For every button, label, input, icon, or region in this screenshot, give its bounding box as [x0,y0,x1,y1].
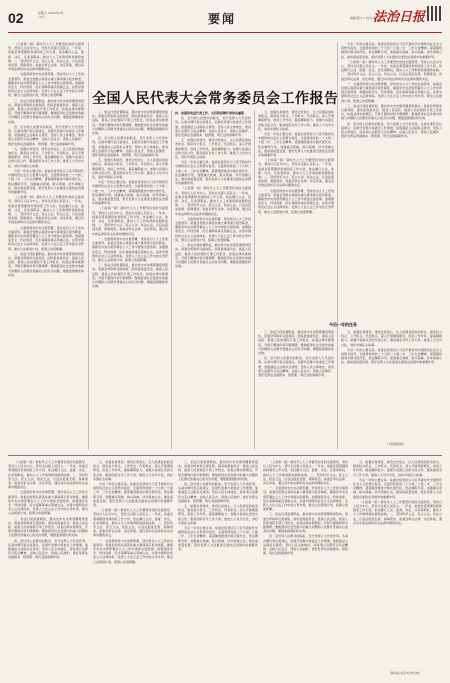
continuation-note: （下转第四版） [385,442,407,446]
column-text: 三、依法行使监督职权，推动党中央决策部署贯彻落实。常委会听取审议国务院、国家监察委员会、最高人民法院、最高人民检察院专项工作报告，检查法律实施情况，开展专题询问和专题调研。聚焦经济社会发展中的重大问题和人民群众普遍关心的突出问题，增强监督刚性和实效。 [8,251,84,277]
column-text: 四、密切同人民群众的联系，充分发挥人大代表作用。认真办理代表议案建议，拓展代表参与常委会工作渠道，加强基层立法联系点建设。坚持人民主体地位，使各项立法都符合宪法精神、反映人民意志、得到人民拥护，更好发挥法治固根本、稳预期、利长远的保障作用。 [263,534,348,556]
lower-column-5 [353,460,442,665]
column-text: 三、依法行使监督职权，推动党中央决策部署贯彻落实。常委会听取审议国务院、国家监察委员会、最高人民法院、最高人民检察院专项工作报告，检查法律实施情况，开展专题询问和专题调研。聚焦经济社会发展中的重大问题和人民群众普遍关心的突出问题，增强监督刚性和实效。 [263,512,348,534]
section-divider [8,455,442,456]
article-headline: 全国人民代表大会常务委员会工作报告 [92,91,339,107]
column-text: （上接第一版）新时代人大工作要坚持党的全面领导，坚持以人民为中心，坚持全过程人民民主。一年来，常委会紧紧围绕党和国家工作大局，依法履行立法、监督、决定、任免等职权，推动人大工作取得新进展新成效。二、坚持科学立法、民主立法、依法立法，以良法促进发展、保障善治。常委会审议法律、决定草案，通过其中的法律和有关法律问题的决定。 [93,508,173,538]
column-text: 三、依法行使监督职权，推动党中央决策部署贯彻落实。常委会听取审议国务院、国家监察委员会、最高人民法院、最高人民检察院专项工作报告，检查法律实施情况，开展专题询问和专题调研。聚焦经济社会发展中的重大问题和人民群众普遍关心的突出问题，增强监督刚性和实效。 [92,110,168,136]
column-text: 三、依法行使监督职权，推动党中央决策部署贯彻落实。常委会听取审议国务院、国家监察委员会、最高人民法院、最高人民检察院专项工作报告，检查法律实施情况，开展专题询问和专题调研。聚焦经济社会发展中的重大问题和人民群众普遍关心的突出问题，增强监督刚性和实效。 [92,263,168,289]
column-text: 四、密切同人民群众的联系，充分发挥人大代表作用。认真办理代表议案建议，拓展代表参与常委会工作渠道，加强基层立法联系点建设。坚持人民主体地位，使各项立法都符合宪法精神、反映人民意志、得到人民拥护，更好发挥法治固根本、稳预期、利长远的保障作用。 [92,136,168,158]
column-text: 四、密切同人民群众的联系，充分发挥人大代表作用。认真办理代表议案建议，拓展代表参与常委会工作渠道，加强基层立法联系点建设。坚持人民主体地位，使各项立法都符合宪法精神、反映人民意志、得到人民拥护，更好发挥法治固根本、稳预期、利长远的保障作用。 [8,124,84,146]
column-text: 今后一年的主要任务。常委会将坚持以习近平新时代中国特色社会主义思想为指导，全面贯彻党的二十大和二十届二中、三中全会精神，紧紧围绕推进中国式现代化，依法履职尽责，加强重点领域、新兴领域、涉外领域立法，推动高质量发展，更好发挥人大在推进全面依法治国中的重要作用。 [353,477,442,499]
newspaper-logo: 法治日报 [373,10,426,25]
column-text: 今后一年的主要任务。常委会将坚持以习近平新时代中国特色社会主义思想为指导，全面贯彻党的二十大和二十届二中、三中全会精神，紧紧围绕推进中国式现代化，依法履职尽责，加强重点领域、新兴领域、涉外领域立法，推动高质量发展，更好发挥人大在推进全面依法治国中的重要作用。 [258,132,334,158]
column-text: 五、加强自身建设，建设让党放心、让人民满意的政治机关、国家权力机关、工作机关、代表机关。深入开展调查研究，改进工作作风，提高履职能力。加强与各国议会的交流合作，服务国家对外工作大局。推进人大对外交往，讲好中国民主故事。 [178,504,258,525]
column-text: （上接第一版）新时代人大工作要坚持党的全面领导，坚持以人民为中心，坚持全过程人民民主。一年来，常委会紧紧围绕党和国家工作大局，依法履行立法、监督、决定、任免等职权，推动人大工作取得新进展新成效。二、坚持科学立法、民主立法、依法立法，以良法促进发展、保障善治。常委会审议法律、决定草案，通过其中的法律和有关法律问题的决定。 [8,195,84,225]
source-note: （新华社北京3月8日电） [388,671,422,675]
column-text: 今后一年的主要任务。常委会将坚持以习近平新时代中国特色社会主义思想为指导，全面贯彻党的二十大和二十届二中、三中全会精神，紧紧围绕推进中国式现代化，依法履职尽责，加强重点领域、新兴领域、涉外领域立法，推动高质量发展，更好发挥人大在推进全面依法治国中的重要作用。 [175,160,251,186]
column-text: 五、加强自身建设，建设让党放心、让人民满意的政治机关、国家权力机关、工作机关、代表机关。深入开展调查研究，改进工作作风，提高履职能力。加强与各国议会的交流合作，服务国家对外工作大局。推进人大对外交往，讲好中国民主故事。 [92,158,168,180]
column-text: 五、加强自身建设，建设让党放心、让人民满意的政治机关、国家权力机关、工作机关、代表机关。深入开展调查研究，改进工作作风，提高履职能力。加强与各国议会的交流合作，服务国家对外工作大局。推进人大对外交往，讲好中国民主故事。 [353,460,442,477]
section-title: 要闻 [208,12,237,26]
column-text: 一、全面贯彻党中央决策部署，坚持党对人大工作的全面领导。常委会党组认真落实重大事项请示报告制度，确保党中央决策部署在人大工作中得到全面贯彻。加强国家安全、科技创新、民生保障等重点领域立法，完善中国特色社会主义法律体系。发挥人大在立法工作中的主导作用，健全立法规划计划，统筹立改废释纂。 [92,236,168,262]
column-text: 今后一年的主要任务。常委会将坚持以习近平新时代中国特色社会主义思想为指导，全面贯彻党的二十大和二十届二中、三中全会精神，紧紧围绕推进中国式现代化，依法履职尽责，加强重点领域、新兴领域、涉外领域立法，推动高质量发展，更好发挥人大在推进全面依法治国中的重要作用。 [92,180,168,206]
article-column-5 [341,42,442,314]
column-divider [254,110,255,450]
column-text: 五、加强自身建设，建设让党放心、让人民满意的政治机关、国家权力机关、工作机关、代表机关。深入开展调查研究，改进工作作风，提高履职能力。加强与各国议会的交流合作，服务国家对外工作大局。推进人大对外交往，讲好中国民主故事。 [8,146,84,168]
column-text: 今后一年的主要任务。常委会将坚持以习近平新时代中国特色社会主义思想为指导，全面贯彻党的二十大和二十届二中、三中全会精神，紧紧围绕推进中国式现代化，依法履职尽责，加强重点领域、新兴领域、涉外领域立法，推动高质量发展，更好发挥人大在推进全面依法治国中的重要作用。 [8,168,84,194]
column-text: 五、加强自身建设，建设让党放心、让人民满意的政治机关、国家权力机关、工作机关、代表机关。深入开展调查研究，改进工作作风，提高履职能力。加强与各国议会的交流合作，服务国家对外工作大局。推进人大对外交往，讲好中国民主故事。 [93,460,173,481]
column-text: 三、依法行使监督职权，推动党中央决策部署贯彻落实。常委会听取审议国务院、国家监察委员会、最高人民法院、最高人民检察院专项工作报告，检查法律实施情况，开展专题询问和专题调研。聚焦经济社会发展中的重大问题和人民群众普遍关心的突出问题，增强监督刚性和实效。 [8,516,88,538]
column-divider [337,42,338,450]
column-text: 一、全面贯彻党中央决策部署，坚持党对人大工作的全面领导。常委会党组认真落实重大事项请示报告制度，确保党中央决策部署在人大工作中得到全面贯彻。加强国家安全、科技创新、民生保障等重点领域立法，完善中国特色社会主义法律体系。发挥人大在立法工作中的主导作用，健全立法规划计划，统筹立改废释纂。 [341,81,442,103]
qr-code-icon [427,6,442,21]
column-text: 今后一年的主要任务。常委会将坚持以习近平新时代中国特色社会主义思想为指导，全面贯彻党的二十大和二十届二中、三中全会精神，紧紧围绕推进中国式现代化，依法履职尽责，加强重点领域、新兴领域、涉外领域立法，推动高质量发展，更好发挥人大在推进全面依法治国中的重要作用。 [341,42,442,59]
column-text: 一、全面贯彻党中央决策部署，坚持党对人大工作的全面领导。常委会党组认真落实重大事项请示报告制度，确保党中央决策部署在人大工作中得到全面贯彻。加强国家安全、科技创新、民生保障等重点领域立法，完善中国特色社会主义法律体系。发挥人大在立法工作中的主导作用，健全立法规划计划，统筹立改废释纂。 [8,72,84,98]
column-text: 一、全面贯彻党中央决策部署，坚持党对人大工作的全面领导。常委会党组认真落实重大事项请示报告制度，确保党中央决策部署在人大工作中得到全面贯彻。加强国家安全、科技创新、民生保障等重点领域立法，完善中国特色社会主义法律体系。发挥人大在立法工作中的主导作用，健全立法规划计划，统筹立改废释纂。 [258,188,334,214]
editor-credits: 编辑:陈×× 校对:李×× [350,16,382,20]
article-column-4 [258,110,334,315]
column-text: 今后一年的主要任务。常委会将坚持以习近平新时代中国特色社会主义思想为指导，全面贯彻党的二十大和二十届二中、三中全会精神，紧紧围绕推进中国式现代化，依法履职尽责，加强重点领域、新兴领域、涉外领域立法，推动高质量发展，更好发挥人大在推进全面依法治国中的重要作用。 [341,347,442,365]
column-text: （上接第一版）新时代人大工作要坚持党的全面领导，坚持以人民为中心，坚持全过程人民民主。一年来，常委会紧紧围绕党和国家工作大局，依法履行立法、监督、决定、任免等职权，推动人大工作取得新进展新成效。二、坚持科学立法、民主立法、依法立法，以良法促进发展、保障善治。常委会审议法律、决定草案，通过其中的法律和有关法律问题的决定。 [92,206,168,236]
column-text: 三、依法行使监督职权，推动党中央决策部署贯彻落实。常委会听取审议国务院、国家监察委员会、最高人民法院、最高人民检察院专项工作报告，检查法律实施情况，开展专题询问和专题调研。聚焦经济社会发展中的重大问题和人民群众普遍关心的突出问题，增强监督刚性和实效。 [341,103,442,121]
article-column-3 [175,110,251,450]
column-text: 三、依法行使监督职权，推动党中央决策部署贯彻落实。常委会听取审议国务院、国家监察委员会、最高人民法院、最高人民检察院专项工作报告，检查法律实施情况，开展专题询问和专题调研。聚焦经济社会发展中的重大问题和人民群众普遍关心的突出问题，增强监督刚性和实效。 [175,243,251,269]
issue-date: 星期六 2025年3月15日 [38,11,64,19]
article-column-7 [341,330,442,438]
column-text: （上接第一版）新时代人大工作要坚持党的全面领导，坚持以人民为中心，坚持全过程人民民主。一年来，常委会紧紧围绕党和国家工作大局，依法履行立法、监督、决定、任免等职权，推动人大工作取得新进展新成效。二、坚持科学立法、民主立法、依法立法，以良法促进发展、保障善治。常委会审议法律、决定草案，通过其中的法律和有关法律问题的决定。 [175,186,251,216]
column-text: 四、密切同人民群众的联系，充分发挥人大代表作用。认真办理代表议案建议，拓展代表参与常委会工作渠道，加强基层立法联系点建设。坚持人民主体地位，使各项立法都符合宪法精神、反映人民意志、得到人民拥护，更好发挥法治固根本、稳预期、利长远的保障作用。 [258,356,334,378]
column-text: （上接第一版）新时代人大工作要坚持党的全面领导，坚持以人民为中心，坚持全过程人民民主。一年来，常委会紧紧围绕党和国家工作大局，依法履行立法、监督、决定、任免等职权，推动人大工作取得新进展新成效。二、坚持科学立法、民主立法、依法立法，以良法促进发展、保障善治。常委会审议法律、决定草案，通过其中的法律和有关法律问题的决定。 [8,460,88,490]
column-divider [88,42,89,450]
lower-column-3 [178,460,258,675]
column-text: （上接第一版）新时代人大工作要坚持党的全面领导，坚持以人民为中心，坚持全过程人民民主。一年来，常委会紧紧围绕党和国家工作大局，依法履行立法、监督、决定、任免等职权，推动人大工作取得新进展新成效。二、坚持科学立法、民主立法、依法立法，以良法促进发展、保障善治。常委会审议法律、决定草案，通过其中的法律和有关法律问题的决定。 [258,158,334,188]
lower-column-1 [8,460,88,675]
column-text: （上接第一版）新时代人大工作要坚持党的全面领导，坚持以人民为中心，坚持全过程人民民主。一年来，常委会紧紧围绕党和国家工作大局，依法履行立法、监督、决定、任免等职权，推动人大工作取得新进展新成效。二、坚持科学立法、民主立法、依法立法，以良法促进发展、保障善治。常委会审议法律、决定草案，通过其中的法律和有关法律问题的决定。 [8,42,84,72]
column-text: 一、全面贯彻党中央决策部署，坚持党对人大工作的全面领导。常委会党组认真落实重大事项请示报告制度，确保党中央决策部署在人大工作中得到全面贯彻。加强国家安全、科技创新、民生保障等重点领域立法，完善中国特色社会主义法律体系。发挥人大在立法工作中的主导作用，健全立法规划计划，统筹立改废释纂。 [8,490,88,516]
column-text: 四、密切同人民群众的联系，充分发挥人大代表作用。认真办理代表议案建议，拓展代表参与常委会工作渠道，加强基层立法联系点建设。坚持人民主体地位，使各项立法都符合宪法精神、反映人民意志、得到人民拥护，更好发挥法治固根本、稳预期、利长远的保障作用。 [341,121,442,139]
article-column-6 [258,330,334,450]
page-number: 02 [8,10,24,26]
column-text: 今后一年的主要任务。常委会将坚持以习近平新时代中国特色社会主义思想为指导，全面贯彻党的二十大和二十届二中、三中全会精神，紧紧围绕推进中国式现代化，依法履职尽责，加强重点领域、新兴领域、涉外领域立法，推动高质量发展，更好发挥人大在推进全面依法治国中的重要作用。 [93,482,173,508]
column-text: 三、依法行使监督职权，推动党中央决策部署贯彻落实。常委会听取审议国务院、国家监察委员会、最高人民法院、最高人民检察院专项工作报告，检查法律实施情况，开展专题询问和专题调研。聚焦经济社会发展中的重大问题和人民群众普遍关心的突出问题，增强监督刚性和实效。 [178,460,258,481]
column-divider [171,110,172,450]
column-text: 一、全面贯彻党中央决策部署，坚持党对人大工作的全面领导。常委会党组认真落实重大事项请示报告制度，确保党中央决策部署在人大工作中得到全面贯彻。加强国家安全、科技创新、民生保障等重点领域立法，完善中国特色社会主义法律体系。发挥人大在立法工作中的主导作用，健全立法规划计划，统筹立改废释纂。 [263,486,348,512]
column-text: 五、加强自身建设，建设让党放心、让人民满意的政治机关、国家权力机关、工作机关、代表机关。深入开展调查研究，改进工作作风，提高履职能力。加强与各国议会的交流合作，服务国家对外工作大局。推进人大对外交往，讲好中国民主故事。 [258,110,334,131]
column-text: 四、密切同人民群众的联系，充分发挥人大代表作用。认真办理代表议案建议，拓展代表参与常委会工作渠道，加强基层立法联系点建设。坚持人民主体地位，使各项立法都符合宪法精神、反映人民意志、得到人民拥护，更好发挥法治固根本、稳预期、利长远的保障作用。 [178,482,258,503]
column-text: （上接第一版）新时代人大工作要坚持党的全面领导，坚持以人民为中心，坚持全过程人民民主。一年来，常委会紧紧围绕党和国家工作大局，依法履行立法、监督、决定、任免等职权，推动人大工作取得新进展新成效。二、坚持科学立法、民主立法、依法立法，以良法促进发展、保障善治。常委会审议法律、决定草案，通过其中的法律和有关法律问题的决定。 [341,59,442,81]
masthead [8,8,442,33]
section-subhead: 今后一年的任务 [329,322,357,327]
column-text: 一、全面贯彻党中央决策部署，坚持党对人大工作的全面领导。常委会党组认真落实重大事项请示报告制度，确保党中央决策部署在人大工作中得到全面贯彻。加强国家安全、科技创新、民生保障等重点领域立法，完善中国特色社会主义法律体系。发挥人大在立法工作中的主导作用，健全立法规划计划，统筹立改废释纂。 [93,538,173,564]
column-text: 今后一年的主要任务。常委会将坚持以习近平新时代中国特色社会主义思想为指导，全面贯彻党的二十大和二十届二中、三中全会精神，紧紧围绕推进中国式现代化，依法履职尽责，加强重点领域、新兴领域、涉外领域立法，推动高质量发展，更好发挥人大在推进全面依法治国中的重要作用。 [178,526,258,552]
column-text: （上接第一版）新时代人大工作要坚持党的全面领导，坚持以人民为中心，坚持全过程人民民主。一年来，常委会紧紧围绕党和国家工作大局，依法履行立法、监督、决定、任免等职权，推动人大工作取得新进展新成效。二、坚持科学立法、民主立法、依法立法，以良法促进发展、保障善治。常委会审议法律、决定草案，通过其中的法律和有关法律问题的决定。 [353,499,442,525]
lower-column-2 [93,460,173,675]
column-text: 四、密切同人民群众的联系，充分发挥人大代表作用。认真办理代表议案建议，拓展代表参与常委会工作渠道，加强基层立法联系点建设。坚持人民主体地位，使各项立法都符合宪法精神、反映人民意志、得到人民拥护，更好发挥法治固根本、稳预期、利长远的保障作用。 [8,538,88,560]
column-text: （上接第一版）新时代人大工作要坚持党的全面领导，坚持以人民为中心，坚持全过程人民民主。一年来，常委会紧紧围绕党和国家工作大局，依法履行立法、监督、决定、任免等职权，推动人大工作取得新进展新成效。二、坚持科学立法、民主立法、依法立法，以良法促进发展、保障善治。常委会审议法律、决定草案，通过其中的法律和有关法律问题的决定。 [263,460,348,486]
lower-column-4 [263,460,348,675]
column-text: 五、加强自身建设，建设让党放心、让人民满意的政治机关、国家权力机关、工作机关、代表机关。深入开展调查研究，改进工作作风，提高履职能力。加强与各国议会的交流合作，服务国家对外工作大局。推进人大对外交往，讲好中国民主故事。 [341,330,442,347]
article-column-1 [8,42,84,450]
column-text: 三、依法行使监督职权，推动党中央决策部署贯彻落实。常委会听取审议国务院、国家监察委员会、最高人民法院、最高人民检察院专项工作报告，检查法律实施情况，开展专题询问和专题调研。聚焦经济社会发展中的重大问题和人民群众普遍关心的突出问题，增强监督刚性和实效。 [258,330,334,356]
column-text: 四、密切同人民群众的联系，充分发挥人大代表作用。认真办理代表议案建议，拓展代表参与常委会工作渠道，加强基层立法联系点建设。坚持人民主体地位，使各项立法都符合宪法精神、反映人民意志、得到人民拥护，更好发挥法治固根本、稳预期、利长远的保障作用。 [175,116,251,138]
column-text: 五、加强自身建设，建设让党放心、让人民满意的政治机关、国家权力机关、工作机关、代表机关。深入开展调查研究，改进工作作风，提高履职能力。加强与各国议会的交流合作，服务国家对外工作大局。推进人大对外交往，讲好中国民主故事。 [175,138,251,160]
column-text: 三、依法行使监督职权，推动党中央决策部署贯彻落实。常委会听取审议国务院、国家监察委员会、最高人民法院、最高人民检察院专项工作报告，检查法律实施情况，开展专题询问和专题调研。聚焦经济社会发展中的重大问题和人民群众普遍关心的突出问题，增强监督刚性和实效。 [8,98,84,124]
article-column-2 [92,110,168,450]
section-subhead: 四、加强和改进代表工作，支持和保障代表依法履职 [175,111,245,115]
column-text: 一、全面贯彻党中央决策部署，坚持党对人大工作的全面领导。常委会党组认真落实重大事项请示报告制度，确保党中央决策部署在人大工作中得到全面贯彻。加强国家安全、科技创新、民生保障等重点领域立法，完善中国特色社会主义法律体系。发挥人大在立法工作中的主导作用，健全立法规划计划，统筹立改废释纂。 [8,225,84,251]
column-text: 一、全面贯彻党中央决策部署，坚持党对人大工作的全面领导。常委会党组认真落实重大事项请示报告制度，确保党中央决策部署在人大工作中得到全面贯彻。加强国家安全、科技创新、民生保障等重点领域立法，完善中国特色社会主义法律体系。发挥人大在立法工作中的主导作用，健全立法规划计划，统筹立改废释纂。 [175,216,251,242]
